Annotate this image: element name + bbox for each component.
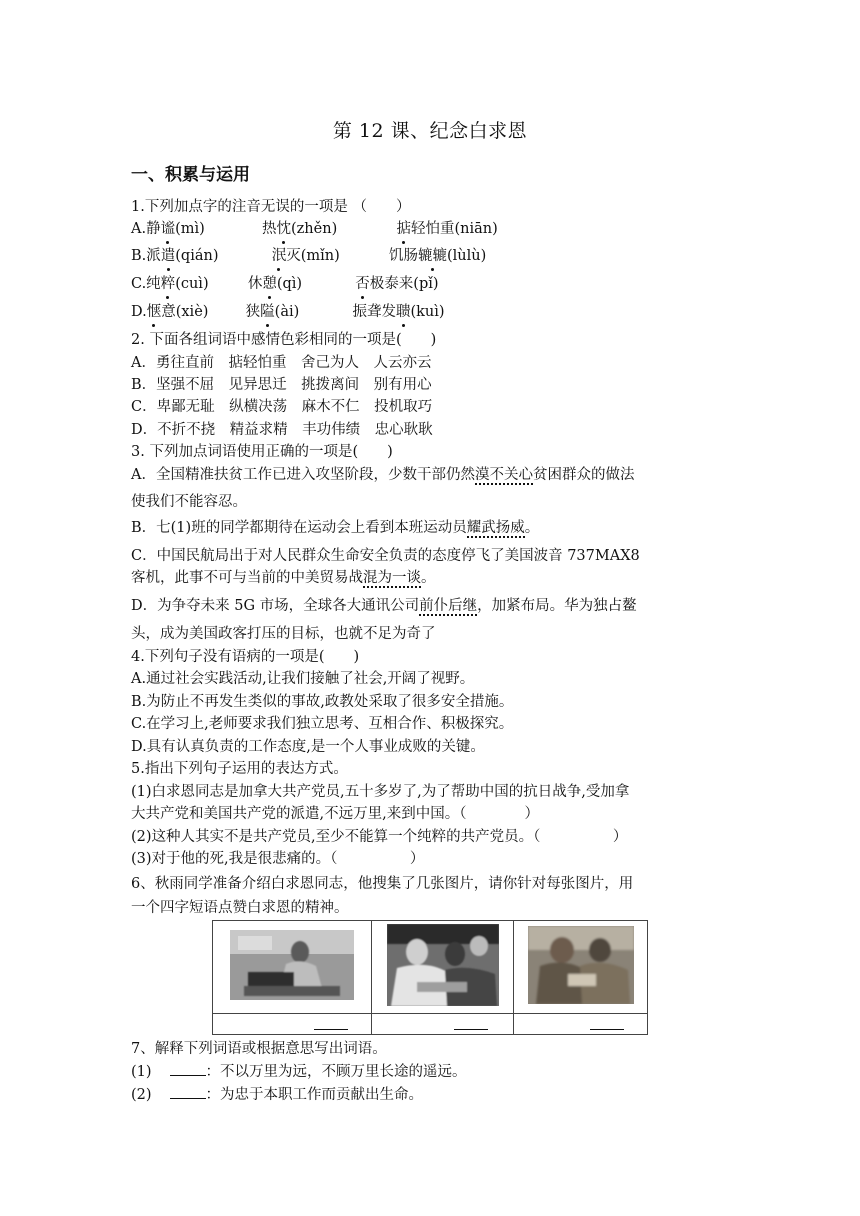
q1-option-a: A.静谧(mì) 热忱(zhěn) 掂轻怕重(niān) bbox=[131, 221, 498, 237]
q3-option-d-cont: 头，成为美国政客打压的目标，也就不足为奇了 bbox=[131, 626, 436, 642]
q7-stem: 7、解释下列词语或根据意思写出词语。 bbox=[131, 1041, 387, 1057]
q3-option-a-cont: 使我们不能容忍。 bbox=[131, 494, 247, 510]
q2-stem: 2. 下面各组词语中感情色彩相同的一项是( ) bbox=[131, 332, 437, 348]
q6-stem-cont: 一个四字短语点赞白求恩的精神。 bbox=[131, 900, 349, 916]
photo-cell-2 bbox=[372, 921, 514, 1014]
photo-cell-3 bbox=[514, 921, 648, 1014]
q5-sentence-1: (1)白求恩同志是加拿大共产党员,五十多岁了,为了帮助中国的抗日战争,受加拿 bbox=[131, 784, 630, 800]
photo-table bbox=[212, 920, 648, 1035]
q4-stem: 4.下列句子没有语病的一项是( ) bbox=[131, 649, 360, 665]
q3-option-a: A．全国精准扶贫工作已进入攻坚阶段，少数干部仍然漠不关心贫困群众的做法 bbox=[131, 467, 635, 483]
q3-option-b: B．七(1)班的同学都期待在运动会上看到本班运动员耀武扬威。 bbox=[131, 520, 540, 536]
q1-option-c: C.纯粹(cuì) 休憩(qì) 否极泰来(pǐ) bbox=[131, 276, 439, 292]
q3-option-c-cont: 客机，此事不可与当前的中美贸易战混为一谈。 bbox=[131, 570, 436, 586]
page-title: 第 12 课、纪念白求恩 bbox=[332, 120, 528, 142]
q3-option-c: C．中国民航局出于对人民群众生命安全负责的态度停飞了美国波音 737MAX8 bbox=[131, 548, 640, 564]
painting-photo bbox=[528, 926, 634, 1004]
q3-stem: 3. 下列加点词语使用正确的一项是( ) bbox=[131, 444, 393, 460]
q2-option-a: A．勇往直前 掂轻怕重 舍己为人 人云亦云 bbox=[131, 355, 432, 371]
q2-option-b: B．坚强不屈 见异思迁 挑拨离间 别有用心 bbox=[131, 377, 432, 393]
q4-option-b: B.为防止不再发生类似的事故,政教处采取了很多安全措施。 bbox=[131, 694, 514, 710]
answer-blank-1[interactable] bbox=[213, 1014, 372, 1035]
dotted-word: 耀武扬威 bbox=[466, 520, 525, 536]
dotted-word: 前仆后继 bbox=[419, 598, 478, 614]
q4-option-c: C.在学习上,老师要求我们独立思考、互相合作、积极探究。 bbox=[131, 716, 514, 732]
q1-option-b: B.派遣(qián) 泯灭(mǐn) 饥肠辘辘(lùlù) bbox=[131, 248, 487, 264]
q7-blank-1[interactable] bbox=[170, 1061, 206, 1076]
dotted-word: 漠不关心 bbox=[474, 467, 533, 483]
q7-blank-2[interactable] bbox=[170, 1084, 206, 1099]
q2-option-c: C．卑鄙无耻 纵横决荡 麻木不仁 投机取巧 bbox=[131, 399, 433, 415]
dotted-word: 混为一谈 bbox=[363, 570, 421, 586]
q3-option-d: D．为争夺未来 5G 市场，全球各大通讯公司前仆后继，加紧布局。华为独占鳌 bbox=[131, 598, 637, 614]
q7-item-2: (2) ：为忠于本职工作而贡献出生命。 bbox=[131, 1084, 423, 1105]
section-heading: 一、积累与运用 bbox=[131, 165, 250, 185]
answer-blank-3[interactable] bbox=[514, 1014, 648, 1035]
q4-option-d: D.具有认真负责的工作态度,是一个人事业成败的关键。 bbox=[131, 739, 485, 755]
q7-item-1: (1) ：不以万里为远，不顾万里长途的遥远。 bbox=[131, 1061, 467, 1082]
q1-option-d: D.惬意(xiè) 狭隘(ài) 振聋发聩(kuì) bbox=[131, 304, 445, 320]
q6-stem: 6、秋雨同学准备介绍白求恩同志，他搜集了几张图片，请你针对每张图片，用 bbox=[131, 876, 634, 892]
q2-option-d: D．不折不挠 精益求精 丰功伟绩 忠心耿耿 bbox=[131, 422, 433, 438]
doctor-at-typewriter-photo bbox=[230, 930, 354, 1000]
q1-stem: 1.下列加点字的注音无误的一项是 （ ） bbox=[131, 199, 411, 215]
q5-sentence-3: (3)对于他的死,我是很悲痛的。（ ） bbox=[131, 851, 425, 867]
q5-sentence-1-cont: 大共产党和美国共产党的派遣,不远万里,来到中国。（ ） bbox=[131, 806, 539, 822]
q5-stem: 5.指出下列句子运用的表达方式。 bbox=[131, 761, 348, 777]
surgery-photo bbox=[387, 924, 499, 1006]
q4-option-a: A.通过社会实践活动,让我们接触了社会,开阔了视野。 bbox=[131, 671, 475, 687]
answer-blank-2[interactable] bbox=[372, 1014, 514, 1035]
q5-sentence-2: (2)这种人其实不是共产党员,至少不能算一个纯粹的共产党员。（ ） bbox=[131, 829, 628, 845]
photo-cell-1 bbox=[213, 921, 372, 1014]
